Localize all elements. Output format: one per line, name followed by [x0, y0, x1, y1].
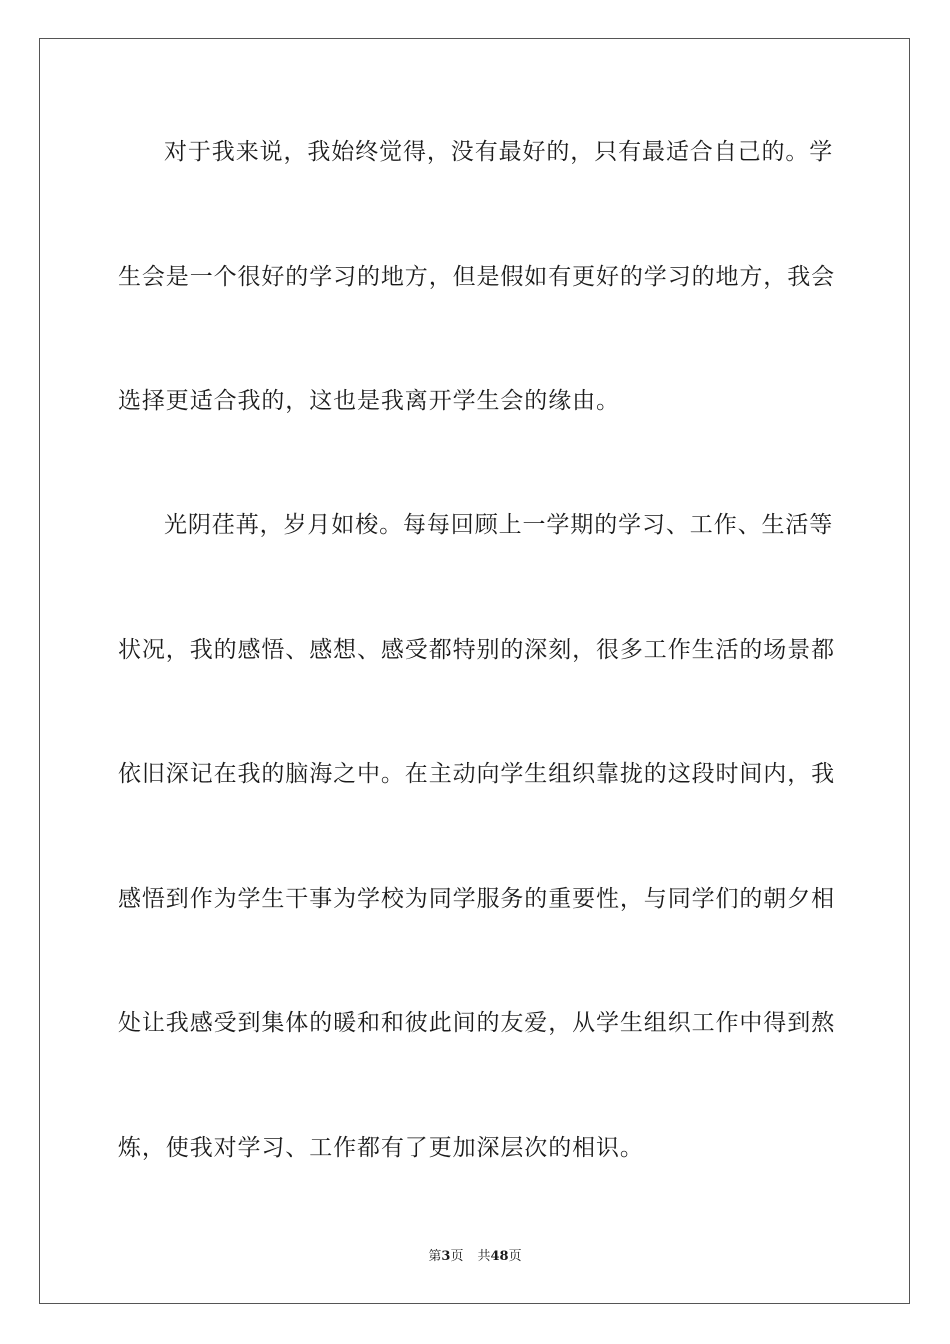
footer-page-prefix: 第: [428, 1249, 442, 1264]
paragraph-2-line-4: 感悟到作为学生干事为学校为同学服务的重要性，与同学们的朝夕相: [118, 886, 835, 912]
footer-total-suffix: 页: [508, 1249, 522, 1264]
footer-total-prefix: 共: [477, 1249, 491, 1264]
paragraph-2-line-3: 依旧深记在我的脑海之中。在主动向学生组织靠拢的这段时间内，我: [118, 761, 835, 787]
paragraph-1-line-2: 生会是一个很好的学习的地方，但是假如有更好的学习的地方，我会: [118, 264, 835, 290]
paragraph-1-line-1: 对于我来说，我始终觉得，没有最好的，只有最适合自己的。学: [164, 139, 834, 165]
footer-page-suffix: 页: [450, 1249, 464, 1264]
page-border: [39, 38, 910, 1304]
footer-total-pages: 48: [490, 1249, 509, 1264]
page-footer: [0, 1248, 950, 1266]
paragraph-2-line-5: 处让我感受到集体的暖和和彼此间的友爱，从学生组织工作中得到熬: [118, 1010, 835, 1036]
paragraph-1-line-3: 选择更适合我的，这也是我离开学生会的缘由。: [118, 388, 620, 414]
paragraph-2-line-6: 炼，使我对学习、工作都有了更加深层次的相识。: [118, 1135, 644, 1161]
paragraph-2-line-1: 光阴荏苒，岁月如梭。每每回顾上一学期的学习、工作、生活等: [164, 512, 834, 538]
footer-page-number: 3: [441, 1249, 451, 1264]
paragraph-2-line-2: 状况，我的感悟、感想、感受都特别的深刻，很多工作生活的场景都: [118, 637, 835, 663]
